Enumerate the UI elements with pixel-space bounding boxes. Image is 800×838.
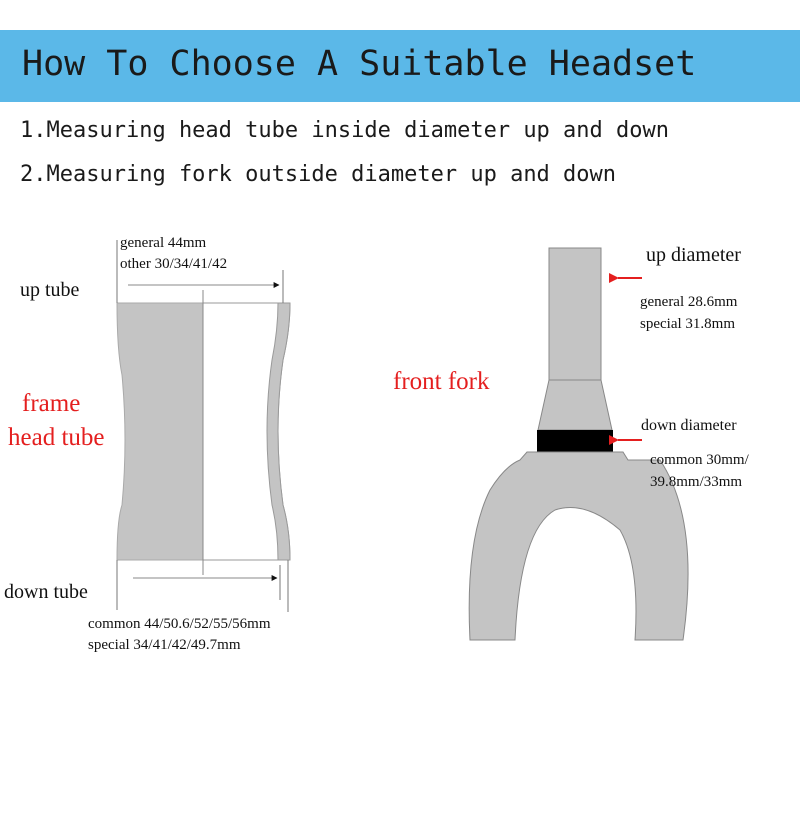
bottom-spec-common: common 44/50.6/52/55/56mm [88, 616, 271, 632]
down-diameter-title: down diameter [641, 417, 737, 434]
top-spec-general: general 44mm [120, 235, 207, 251]
step-1: 1.Measuring head tube inside diameter up and down [20, 118, 670, 143]
head-tube-diagram [117, 240, 290, 612]
up-tube-label: up tube [20, 279, 80, 301]
down-spec-common: common 30mm/ [650, 452, 749, 468]
top-spec-other: other 30/34/41/42 [120, 256, 228, 272]
up-spec-general: general 28.6mm [640, 294, 738, 310]
fork-crown-taper [538, 380, 612, 430]
step-2: 2.Measuring fork outside diameter up and down [20, 162, 617, 187]
fork-crown-race [537, 430, 613, 452]
front-fork-label: front fork [393, 368, 490, 395]
fork-steerer [549, 248, 601, 380]
up-diameter-title: up diameter [646, 244, 741, 266]
page-title: How To Choose A Suitable Headset [22, 44, 697, 84]
head-tube-body [117, 303, 203, 560]
down-spec-sizes: 39.8mm/33mm [650, 474, 743, 490]
up-spec-special: special 31.8mm [640, 316, 735, 332]
down-tube-label: down tube [4, 581, 88, 603]
frame-label: frame [22, 390, 81, 417]
bottom-spec-special: special 34/41/42/49.7mm [88, 637, 241, 653]
head-tube-label: head tube [8, 424, 105, 451]
